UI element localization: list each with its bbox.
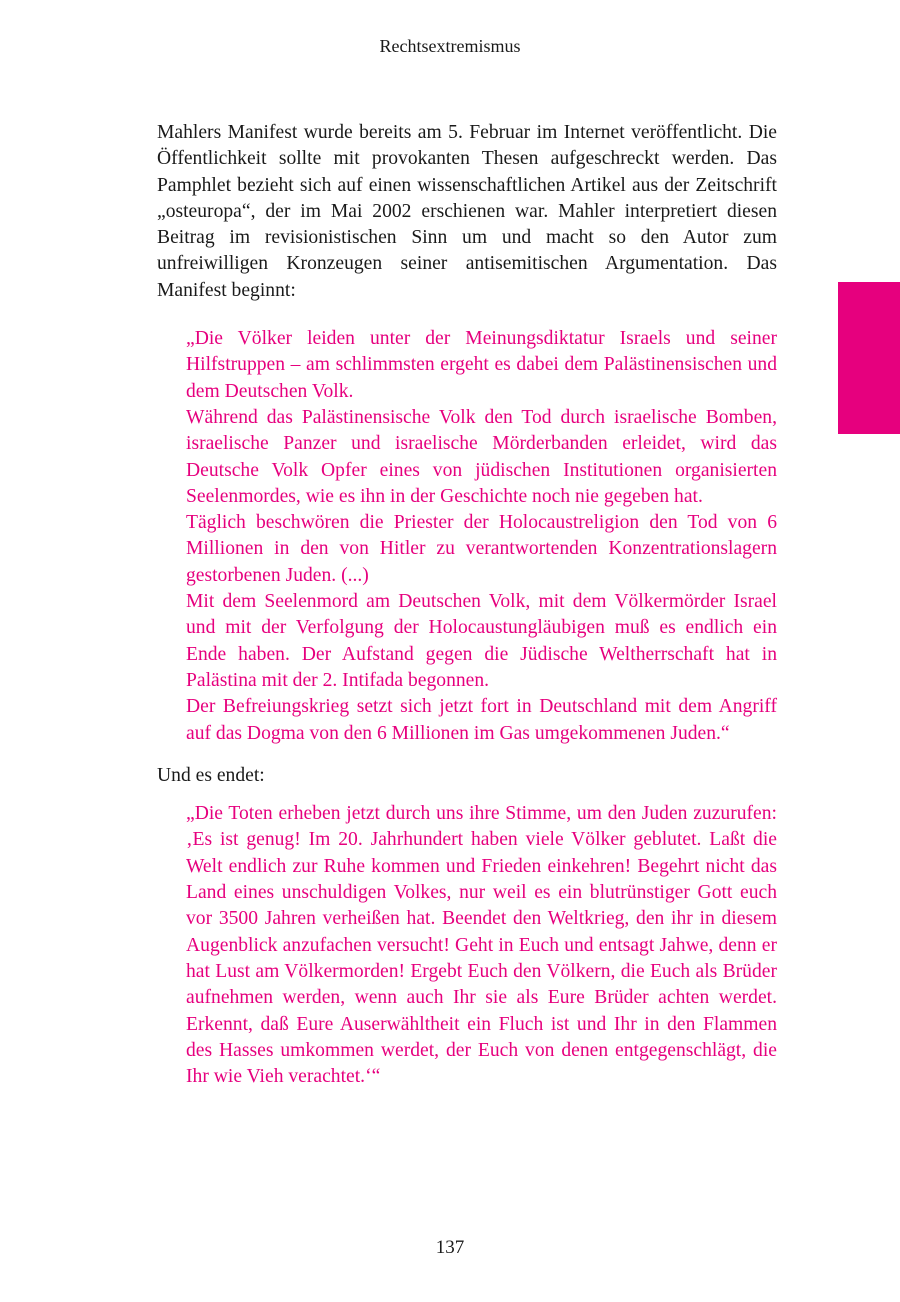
quote-paragraph: „Die Toten erheben jetzt durch uns ihre Stimme, um den Juden zuzurufen: ‚Es ist genug! Im 20. Jahrhundert haben viele Völker geblutet. Laßt die Welt endlich zur Ruhe kommen und Frieden einkehren! Begehrt nicht das Land eines unschuldigen Volkes, nur weil es ein blutrünstiger Gott euch vor 3500 Jahren verheißen hat. Beendet den Weltkrieg, den ihr in diesem Augenblick anzufachen versucht! Geht in Euch und entsagt Jahwe, denn er hat Lust am Völkermorden! Ergebt Euch den Völkern, die Euch als Brüder aufnehmen werden, wenn auch Ihr sie als Eure Brüder achten werdet. Erkennt, daß Eure Auserwähltheit ein Fluch ist und Ihr in den Flammen des Hasses umkommen werdet, der Euch von denen entgegenschlägt, die Ihr wie Vieh verachtet.‘“ [186,803,777,1088]
quote-paragraph: Der Befreiungskrieg setzt sich jetzt fort in Deutschland mit dem Angriff auf das Dogma von den 6 Millionen im Gas umgekommenen Juden.“ [186,696,777,744]
intro-paragraph: Mahlers Manifest wurde bereits am 5. Februar im Internet veröffentlicht. Die Öffentlichkeit sollte mit provokanten Thesen aufgeschreckt werden. Das Pamphlet bezieht sich auf einen wissenschaftlichen Artikel aus der Zeitschrift „osteuropa“, der im Mai 2002 erschienen war. Mahler interpretiert diesen Beitrag im revisionistischen Sinn um und macht so den Autor zum unfreiwilligen Kronzeugen seiner antisemitischen Argumentation. Das Manifest beginnt: [157,122,777,301]
manifest-closing-quote [186,801,777,1090]
section-thumb-tab [838,282,900,434]
manifest-opening-quote [186,326,777,747]
quote-paragraph: Mit dem Seelenmord am Deutschen Volk, mit dem Völkermörder Israel und mit der Verfolgung der Holocaustungläubigen muß es endlich ein Ende haben. Der Aufstand gegen die Jüdische Weltherrschaft hat in Palästina mit der 2. Intifada begonnen. [186,591,777,691]
quote-paragraph: „Die Völker leiden unter der Meinungsdiktatur Israels und seiner Hilfstruppen – am schlimmsten ergeht es dabei dem Palästinensischen und dem Deutschen Volk. [186,328,777,402]
page-number: 137 [435,1237,465,1258]
transition-line: Und es endet: [157,764,265,786]
quote-paragraph: Täglich beschwören die Priester der Holocaustreligion den Tod von 6 Millionen in den von Hitler zu verantwortenden Konzentrationslagern gestorbenen Juden. (...) [186,512,777,586]
quote-paragraph: Während das Palästinensische Volk den Tod durch israelische Bomben, israelische Panzer und israelische Mörderbanden erleidet, wird das Deutsche Volk Opfer eines von jüdischen Institutionen organisierten Seelenmordes, wie es ihn in der Geschichte noch nie gegeben hat. [186,406,777,507]
page-content [157,120,777,1090]
running-header: Rechtsextremismus [379,36,521,56]
